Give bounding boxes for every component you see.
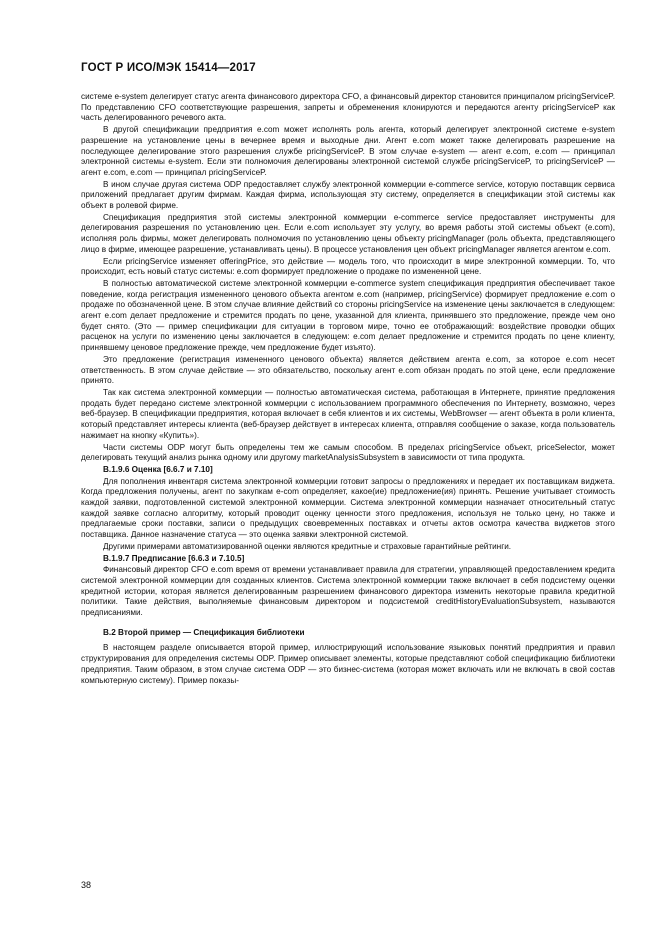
subsection-heading: В.1.9.6 Оценка [6.6.7 и 7.10] <box>103 464 213 474</box>
document-body <box>81 92 615 687</box>
paragraph: Это предложение (регистрация измененного ценового объекта) является действием агента e.com, за которое e.com несет ответственность. В этом случае действие — это обязательство, поскольку агент e.com обязан продать по этой цене, если предложение принято. <box>81 354 615 386</box>
paragraph: системе e-system делегирует статус агента финансового директора CFO, а финансовый директор становится принципалом pricingServiceP. По представлению CFO соответствующие разрешения, запреты и обременения клонируются и передаются агенту pricingServiceP как часть делегированного речевого акта. <box>81 92 615 123</box>
paragraph: В ином случае другая система ODP предоставляет службу электронной коммерции e-commerce service, которую поставщик сервиса приложений предлагает другим фирмам. Каждая фирма, использующая эту систему, определяется в спецификации этой системы как объект в ролевой фирме. <box>81 179 615 211</box>
subsection-heading: В.1.9.7 Предписание [6.6.3 и 7.10.5] <box>103 553 245 563</box>
paragraph: В настоящем разделе описывается второй пример, иллюстрирующий использование языковых понятий предприятия и правил структурирования для определения системы ODP. Пример описывает элементы, которые представляют собой спецификацию библиотеки предприятия. Таким образом, в этом случае система ODP — это бизнес-система (которая может включать или не включать в свой состав компьютерную систему). Пример показы- <box>81 643 615 685</box>
page-number: 38 <box>81 880 92 890</box>
paragraph: Для пополнения инвентаря система электронной коммерции готовит запросы о предложениях и передает их поставщикам виджета. Когда предложения получены, агент по закупкам e-com определяет, какое(ие) предложение(ия) принять. Решение учитывает стоимость каждой заявки, подготовленной системой электронной коммерции. Система электронной коммерции назначает относительный статус каждой заявке согласно алгоритму, который проводит оценку ценности этого предложения, используя не только цену, но также и предлагаемые сроки поставки, записи о предыдущих своевременных поставках и отчеты актов осмотра качества виджетов этого поставщика. Данное назначение статуса — это оценка заявки электронной системой. <box>81 476 615 540</box>
paragraph: В другой спецификации предприятия e.com может исполнять роль агента, который делегирует электронной системе e-system разрешение на установление цены в вечернее время и выходные дни. Агент e.com может также делегировать разрешение на последующее делегирование этого разрешения службе pricingServiceP. В этом случае e-system — агент e.com, e.com — принципал электронной системы e-system. Если эти полномочия делегированы электронной системой службе pricingServiceP, то pricingServiceP — агент e.com, e.com — принципал pricingServiceP. <box>81 125 615 177</box>
section-heading: В.2 Второй пример — Спецификация библиотеки <box>103 627 305 637</box>
paragraph: Так как система электронной коммерции — полностью автоматическая система, работающая в Интернете, принятие предложения продать будет передано системе электронной коммерции с использованием программного обеспечения по Интернету, возможно, через веб-браузер. В спецификации предприятия, которая включает в себя клиентов и их системы, WebBrowser — агент объекта в роли клиента, который представляет интересы клиента (веб-браузер действует в интересах клиента, отправляя сообщение о заказе, когда пользователь нажимает на кнопку «Купить»). <box>81 387 615 440</box>
paragraph: Другими примерами автоматизированной оценки являются кредитные и страховые гарантийные рейтинги. <box>103 541 512 551</box>
paragraph: Если pricingService изменяет offeringPrice, это действие — модель того, что происходит в мире электронной коммерции. То, что происходит, есть новый статус системы: e.com формирует предложение о продаже по измененной цене. <box>81 256 615 277</box>
document-header: ГОСТ Р ИСО/МЭК 15414—2017 <box>81 62 256 74</box>
paragraph: В полностью автоматической системе электронной коммерции e-commerce system спецификация предприятия обеспечивает такое поведение, когда регистрация измененного ценового объекта агентом e.com (например, pricingService) формирует предложение e.com о продаже по обозначенной цене. В этом случае влияние действий со стороны pricingService на изменение цены заключается в следующем: агент e.com делает предложение и стремится продать по цене, указанной для клиента, принявшего это предложение, прежде чем оно будет снято. (Это — пример спецификации для ситуации в торговом мире, точно ее отображающий: воздействие проводки общих расценок на услуги по изменению цены заключается в следующем: e.com делает предложение и стремится продать по цене клиенту, принявшему ценовое предложение прежде, чем предложение будет изъято). <box>81 278 615 353</box>
paragraph: Части системы ODP могут быть определены тем же самым способом. В пределах pricingService объект, priceSelector, может делегировать текущий анализ рынка одному или другому marketAnalysisSubsystem в зависимости от типа продукта. <box>81 442 615 463</box>
paragraph: Спецификация предприятия этой системы электронной коммерции e-commerce service предоставляет инструменты для делегирования разрешения по установлению цен. Если e.com использует эту услугу, во время работы этой системы объект (e.com), исполняя роль фирмы, может делегировать полномочия по установлению цены объекту pricingManager (роль объекта, представляющего лицо в фирме, имеющее разрешение, устанавливать цены). В процессе установления цен объект pricingManager является агентом e.com. <box>81 212 615 254</box>
paragraph: Финансовый директор CFO e.com время от времени устанавливает правила для стратегии, управляющей предоставлением кредита системой электронной коммерции для созданных клиентов. Система электронной коммерции также включает в себя подсистему оценки кредитной истории, которая является делегированным разрешением финансового директора изменить некоторые правила кредитной политики. Такие действия, выполняемые финансовым директором и подсистемой creditHistoryEvaluationSubsystem, называются предписаниями. <box>81 565 615 618</box>
